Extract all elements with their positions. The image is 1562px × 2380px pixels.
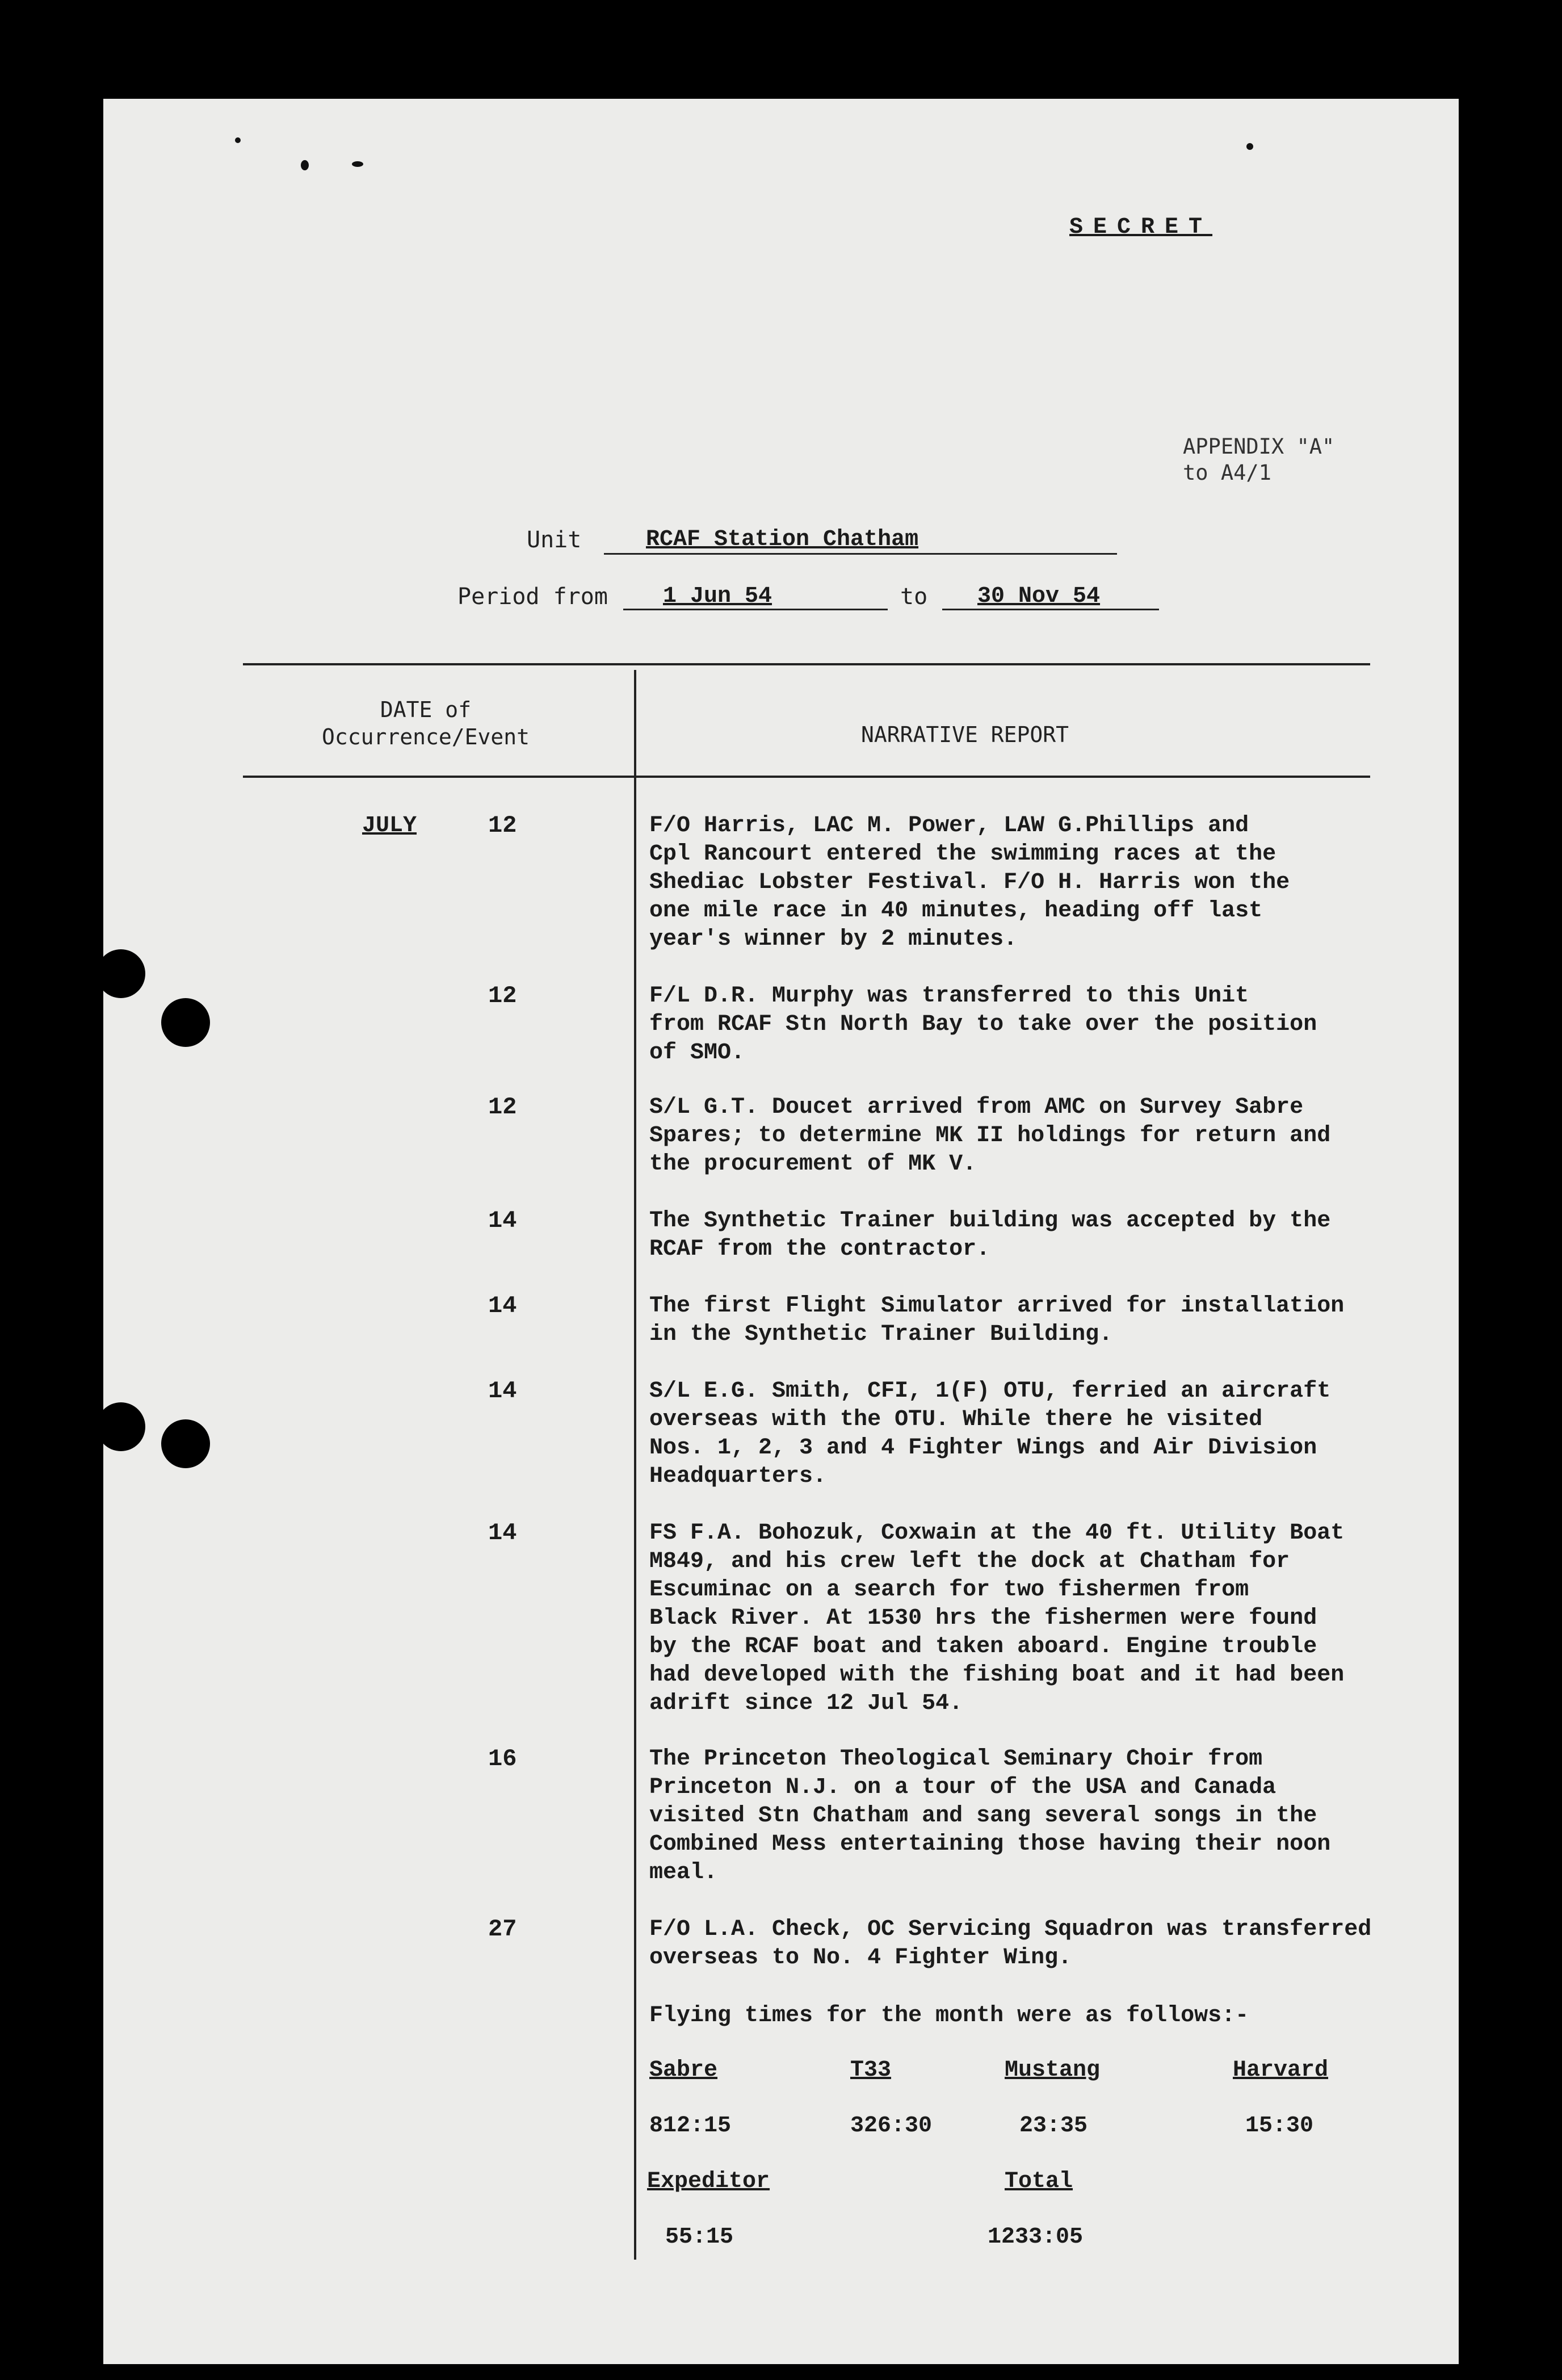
entry-day: 16 [488, 1745, 517, 1773]
flying-time: 812:15 [649, 2113, 732, 2139]
entry-day: 14 [488, 1377, 517, 1405]
flying-time: 15:30 [1245, 2113, 1314, 2139]
entry-day: 14 [488, 1519, 517, 1547]
entry-text: The Synthetic Trainer building was accepted by the RCAF from the contractor. [649, 1208, 1331, 1262]
punch-hole [161, 998, 210, 1047]
period-label: Period from [457, 584, 608, 610]
entry-text: F/O L.A. Check, OC Servicing Squadron was transferred overseas to No. 4 Fighter Wing. [649, 1917, 1372, 1971]
aircraft-type: Expeditor [647, 2169, 770, 2194]
punch-hole [96, 1402, 145, 1451]
column-divider [634, 670, 636, 2260]
aircraft-type: T33 [850, 2058, 892, 2083]
entry-day: 12 [488, 812, 517, 839]
table-top-rule [243, 663, 1370, 665]
unit-underline [604, 553, 1117, 555]
entry-day: 27 [488, 1916, 517, 1943]
month-label: JULY [362, 813, 417, 839]
aircraft-type: Harvard [1233, 2058, 1329, 2083]
appendix-line: APPENDIX "A" [1183, 434, 1335, 459]
flying-time: 326:30 [850, 2113, 933, 2139]
ink-speck [352, 161, 363, 167]
aircraft-type: Mustang [1005, 2058, 1101, 2083]
period-to-value: 30 Nov 54 [977, 584, 1101, 609]
entry-day: 12 [488, 1093, 517, 1121]
date-header-line: Occurrence/Event [321, 724, 530, 749]
classification-marking: SECRET [1069, 215, 1213, 240]
entry-day: 12 [488, 982, 517, 1009]
table-header-rule [243, 776, 1370, 778]
entry-text: The first Flight Simulator arrived for installation in the Synthetic Trainer Building. [649, 1293, 1345, 1347]
unit-label: Unit [527, 527, 582, 553]
entry-text: S/L E.G. Smith, CFI, 1(F) OTU, ferried an aircraft overseas with the OTU. While there he visited Nos. 1, 2, 3 and 4 Fighter Wings and Air Division Headquarters. [649, 1378, 1331, 1489]
entry-day: 14 [488, 1207, 517, 1234]
entry-text: S/L G.T. Doucet arrived from AMC on Survey Sabre Spares; to determine MK II holdings for return and the procurement of MK V. [649, 1095, 1331, 1177]
entry-text: FS F.A. Bohozuk, Coxwain at the 40 ft. Utility Boat M849, and his crew left the dock at Chatham for Escuminac on a search for two fishermen from Black River. At 1530 hrs the fishermen were found by the RCAF boat and taken aboard. Engine trouble had developed with the fishing boat and it had been adrift since 12 Jul 54. [649, 1520, 1345, 1716]
appendix-reference [1183, 434, 1334, 486]
narrative-column-header: NARRATIVE REPORT [860, 722, 1069, 747]
aircraft-type: Sabre [649, 2058, 718, 2083]
date-column-header [227, 696, 624, 751]
entry-day: 14 [488, 1292, 517, 1319]
flying-time: 55:15 [665, 2224, 734, 2250]
flying-time: 1233:05 [988, 2224, 1084, 2250]
ink-speck [235, 137, 241, 143]
punch-hole [161, 1419, 210, 1468]
punch-hole [96, 949, 145, 998]
ink-speck [301, 160, 309, 170]
aircraft-type: Total [1005, 2169, 1073, 2194]
flying-times-intro: Flying times for the month were as follows:- [649, 2003, 1249, 2029]
date-header-line: DATE of [380, 697, 472, 722]
entry-text: The Princeton Theological Seminary Choir from Princeton N.J. on a tour of the USA and Canada visited Stn Chatham and sang several songs in the Combined Mess entertaining those having their noon meal. [649, 1746, 1331, 1885]
entry-text: F/O Harris, LAC M. Power, LAW G.Phillips and Cpl Rancourt entered the swimming races at the Shediac Lobster Festival. F/O H. Harris won the one mile race in 40 minutes, heading off last year's winner by 2 minutes. [649, 813, 1290, 952]
appendix-line: to A4/1 [1183, 460, 1271, 485]
flying-time: 23:35 [1019, 2113, 1088, 2139]
period-to-label: to [900, 584, 928, 610]
period-from-value: 1 Jun 54 [663, 584, 772, 609]
entry-text: F/L D.R. Murphy was transferred to this Unit from RCAF Stn North Bay to take over the position of SMO. [649, 983, 1317, 1066]
unit-value: RCAF Station Chatham [646, 527, 919, 552]
ink-speck [1246, 143, 1253, 150]
